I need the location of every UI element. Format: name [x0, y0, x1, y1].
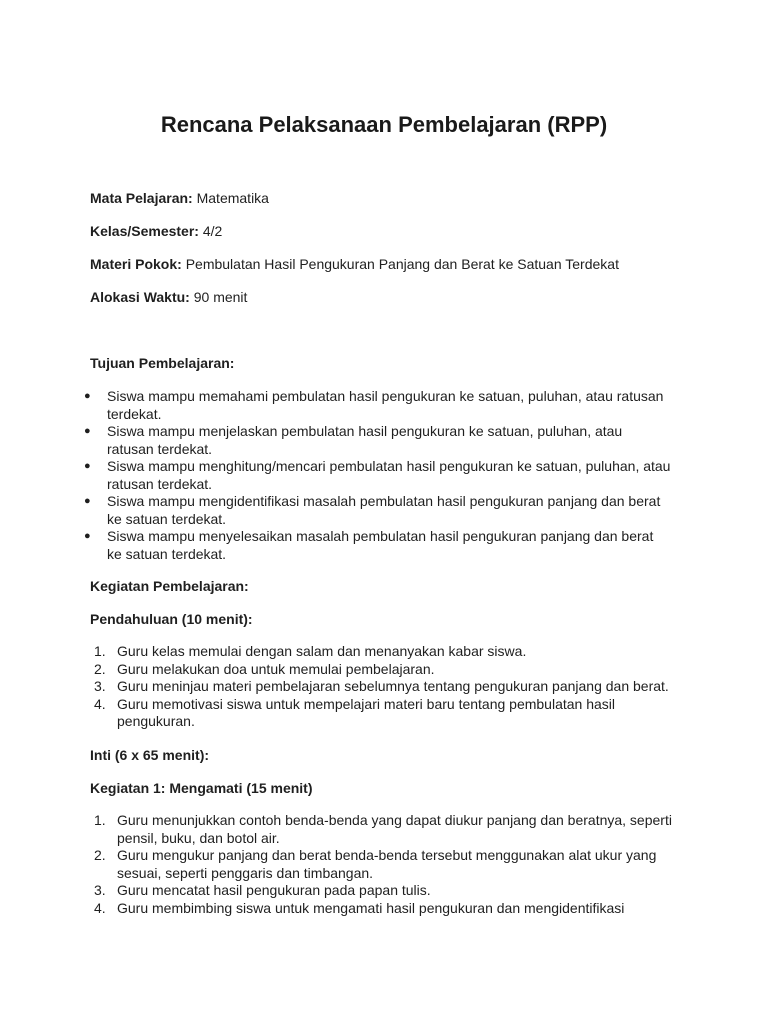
info-value: 4/2	[198, 223, 223, 239]
list-item	[0, 458, 672, 493]
list-item	[0, 900, 672, 918]
page-title: Rencana Pelaksanaan Pembelajaran (RPP)	[160, 112, 608, 137]
list-item	[0, 847, 672, 882]
inti-heading: Inti (6 x 65 menit):	[90, 747, 210, 763]
info-label: Alokasi Waktu:	[90, 289, 190, 305]
number-marker: 1.	[94, 812, 106, 828]
pendahuluan-list	[0, 643, 672, 731]
number-marker: 1.	[94, 643, 106, 659]
number-marker: 2.	[94, 847, 106, 863]
list-item	[0, 388, 672, 423]
bullet-marker: ●	[84, 530, 91, 542]
list-item-text: Guru mencatat hasil pengukuran pada papan tulis.	[117, 882, 431, 898]
list-item-text: Siswa mampu menjelaskan pembulatan hasil pengukuran ke satuan, puluhan, atau ratusan terdekat.	[107, 423, 623, 457]
kegiatan1-heading: Kegiatan 1: Mengamati (15 menit)	[90, 780, 313, 796]
tujuan-list	[0, 388, 672, 563]
bullet-marker: ●	[84, 425, 91, 437]
info-value: Matematika	[192, 190, 269, 206]
bullet-marker: ●	[84, 460, 91, 472]
number-marker: 2.	[94, 660, 106, 677]
pendahuluan-heading: Pendahuluan (10 menit):	[90, 611, 253, 627]
kegiatan-heading: Kegiatan Pembelajaran:	[90, 578, 249, 594]
info-label: Mata Pelajaran:	[90, 190, 193, 206]
list-item-text: Guru menunjukkan contoh benda-benda yang dapat diukur panjang dan beratnya, seperti pensil, buku, dan botol air.	[117, 812, 672, 846]
list-item	[0, 493, 672, 528]
list-item	[0, 661, 672, 679]
info-label: Kelas/Semester:	[90, 223, 199, 239]
info-mata-pelajaran	[90, 189, 269, 207]
info-kelas	[90, 222, 222, 240]
list-item	[0, 678, 672, 696]
list-item	[0, 882, 672, 900]
list-item-text: Guru memotivasi siswa untuk mempelajari materi baru tentang pembulatan hasil pengukuran.	[117, 695, 616, 729]
list-item-text: Siswa mampu menyelesaikan masalah pembulatan hasil pengukuran panjang dan berat ke satuan terdekat.	[107, 528, 654, 562]
info-materi	[90, 255, 619, 273]
tujuan-heading: Tujuan Pembelajaran:	[90, 355, 235, 371]
info-value: Pembulatan Hasil Pengukuran Panjang dan Berat ke Satuan Terdekat	[181, 256, 619, 272]
list-item-text: Guru membimbing siswa untuk mengamati hasil pengukuran dan mengidentifikasi	[117, 899, 625, 916]
list-item-text: Guru meninjau materi pembelajaran sebelumnya tentang pengukuran panjang dan berat.	[117, 678, 669, 694]
list-item	[0, 423, 672, 458]
number-marker: 4.	[94, 899, 106, 916]
number-marker: 4.	[94, 695, 106, 712]
list-item-text: Siswa mampu memahami pembulatan hasil pengukuran ke satuan, puluhan, atau ratusan terdekat.	[107, 388, 664, 422]
list-item-text: Guru kelas memulai dengan salam dan menanyakan kabar siswa.	[117, 643, 527, 659]
list-item-text: Guru mengukur panjang dan berat benda-benda tersebut menggunakan alat ukur yang sesuai, seperti penggaris dan timbangan.	[117, 847, 657, 881]
info-label: Materi Pokok:	[90, 256, 182, 272]
kegiatan1-list	[0, 812, 672, 917]
bullet-marker: ●	[84, 390, 91, 402]
list-item	[0, 812, 672, 847]
number-marker: 3.	[94, 678, 106, 694]
list-item	[0, 696, 672, 731]
list-item-text: Siswa mampu menghitung/mencari pembulatan hasil pengukuran ke satuan, puluhan, atau ratusan terdekat.	[107, 458, 671, 492]
list-item	[0, 528, 672, 563]
bullet-marker: ●	[84, 495, 91, 507]
list-item	[0, 643, 672, 661]
number-marker: 3.	[94, 882, 106, 898]
info-value: 90 menit	[189, 289, 248, 305]
info-alokasi	[90, 288, 247, 306]
list-item-text: Siswa mampu mengidentifikasi masalah pembulatan hasil pengukuran panjang dan berat ke satuan terdekat.	[107, 493, 661, 527]
list-item-text: Guru melakukan doa untuk memulai pembelajaran.	[117, 660, 435, 677]
